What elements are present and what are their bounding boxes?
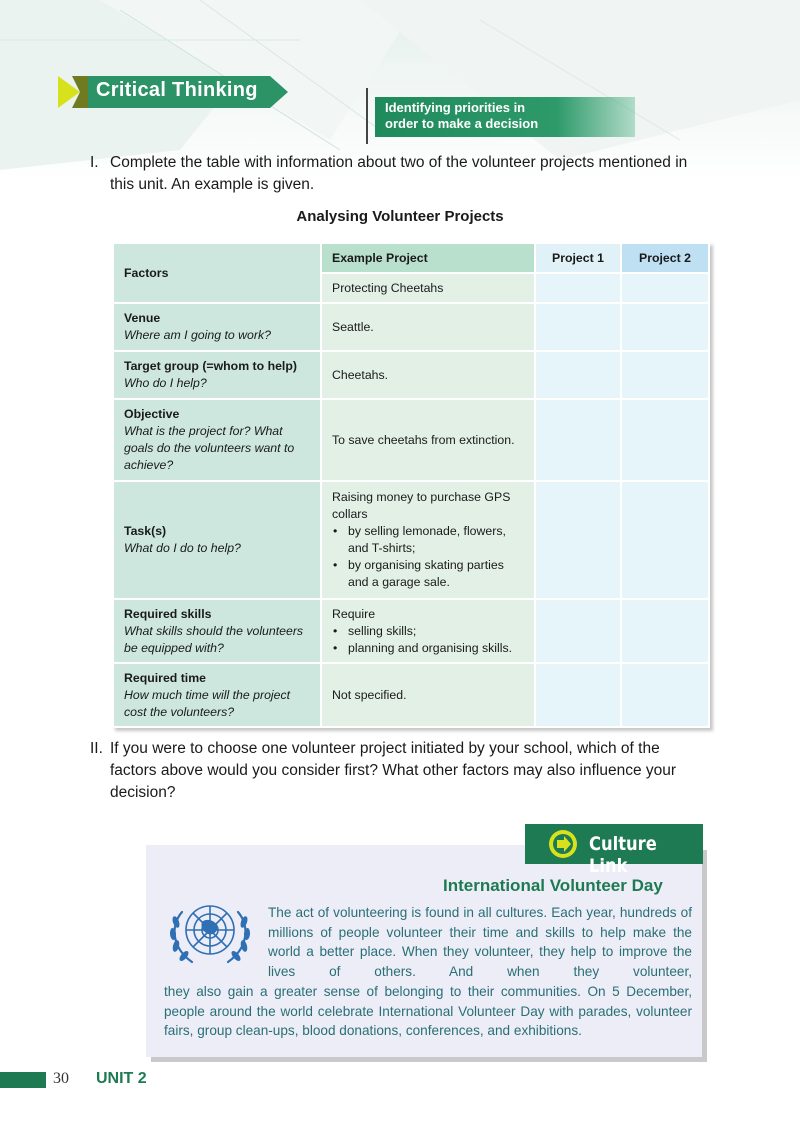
arrow-right-icon <box>547 829 579 859</box>
factor-cell <box>113 399 321 481</box>
factor-question: What skills should the volunteers be equipped with? <box>124 623 304 655</box>
table-row <box>113 599 709 663</box>
question-2-number: II. <box>90 740 103 757</box>
project-1-cell[interactable] <box>535 303 621 351</box>
answer-intro: Raising money to purchase GPS collars <box>332 490 511 521</box>
culture-link-tag <box>525 824 703 877</box>
culture-link-text-part-2: they also gain a greater sense of belonging to their communities. On 5 December, people around the world celebrate International Volunteer Day with parades, volunteer fairs, group clean-ups, blood donations, conferences, and exhibitions. <box>164 984 692 1039</box>
culture-link-title: International Volunteer Day <box>443 876 663 895</box>
section-title: Critical Thinking <box>96 79 258 101</box>
culture-link-text-part-1: The act of volunteering is found in all cultures. Each year, hundreds of millions of people volunteer their time and skills to help make the world a better place. When they volunteer, they help to improve the lives of others. And when they volunteer, <box>268 905 692 979</box>
answer-bullet: • selling skills; <box>332 623 524 640</box>
factor-title: Task(s) <box>124 524 167 538</box>
table-title: Analysing Volunteer Projects <box>296 208 504 225</box>
factor-cell <box>113 599 321 663</box>
unit-label: UNIT 2 <box>96 1070 147 1087</box>
question-1 <box>90 152 710 196</box>
project-1-cell[interactable] <box>535 481 621 599</box>
example-project-name: Protecting Cheetahs <box>321 273 535 303</box>
answer-intro: Require <box>332 606 376 621</box>
project-2-cell[interactable] <box>621 481 709 599</box>
culture-link-label: Culture Link <box>589 833 657 877</box>
project-2-cell[interactable] <box>621 599 709 663</box>
header-factors: Factors <box>113 243 321 303</box>
factor-title: Target group (=whom to help) <box>124 359 297 373</box>
project-1-cell[interactable] <box>535 399 621 481</box>
example-answer: Seattle. <box>321 303 535 351</box>
answer-bullet: • by organising skating parties and a garage sale. <box>332 557 524 591</box>
factor-cell <box>113 481 321 599</box>
project-2-cell[interactable] <box>621 351 709 399</box>
skill-tag-text: Identifying priorities in order to make a decision <box>385 100 539 131</box>
factor-question: Where am I going to work? <box>124 328 271 342</box>
table-header-row <box>113 243 709 273</box>
factor-question: What do I do to help? <box>124 541 241 555</box>
question-2 <box>90 738 710 804</box>
project-1-cell[interactable] <box>535 351 621 399</box>
answer-bullet: • by selling lemonade, flowers, and T-shirts; <box>332 523 524 557</box>
section-banner <box>58 76 288 108</box>
factor-cell <box>113 663 321 727</box>
factor-question: What is the project for? What goals do the volunteers want to achieve? <box>124 424 295 472</box>
header-example-project: Example Project <box>321 243 535 273</box>
project-2-cell[interactable] <box>621 399 709 481</box>
volunteer-projects-table <box>112 242 710 728</box>
united-nations-emblem <box>162 892 258 974</box>
factor-question: How much time will the project cost the volunteers? <box>124 687 291 719</box>
example-answer <box>321 599 535 663</box>
project-2-cell[interactable] <box>621 273 709 303</box>
question-2-text: If you were to choose one volunteer project initiated by your school, which of the factors above would you consider first? What other factors may also influence your decision? <box>110 740 677 801</box>
project-1-cell[interactable] <box>535 273 621 303</box>
footer-bar <box>0 1072 46 1088</box>
skill-tag <box>375 97 635 137</box>
answer-bullet: • planning and organising skills. <box>332 640 524 657</box>
question-1-text: Complete the table with information about two of the volunteer projects mentioned in this unit. An example is given. <box>110 154 688 193</box>
factor-title: Objective <box>124 407 180 421</box>
factor-title: Required time <box>124 670 206 685</box>
divider-line <box>366 88 368 144</box>
factor-question: Who do I help? <box>124 376 207 390</box>
header-project-1: Project 1 <box>535 243 621 273</box>
page-number: 30 <box>53 1070 69 1087</box>
example-answer: Cheetahs. <box>321 351 535 399</box>
table-row <box>113 399 709 481</box>
header-project-2: Project 2 <box>621 243 709 273</box>
example-answer: To save cheetahs from extinction. <box>321 399 535 481</box>
factor-cell <box>113 351 321 399</box>
table-row <box>113 481 709 599</box>
project-2-cell[interactable] <box>621 303 709 351</box>
project-2-cell[interactable] <box>621 663 709 727</box>
example-answer <box>321 481 535 599</box>
table-row <box>113 303 709 351</box>
factor-title: Required skills <box>124 606 212 621</box>
question-1-number: I. <box>90 154 99 171</box>
factor-title: Venue <box>124 311 161 325</box>
project-1-cell[interactable] <box>535 599 621 663</box>
table-row <box>113 351 709 399</box>
project-1-cell[interactable] <box>535 663 621 727</box>
factor-cell <box>113 303 321 351</box>
example-answer: Not specified. <box>321 663 535 727</box>
table-row <box>113 663 709 727</box>
